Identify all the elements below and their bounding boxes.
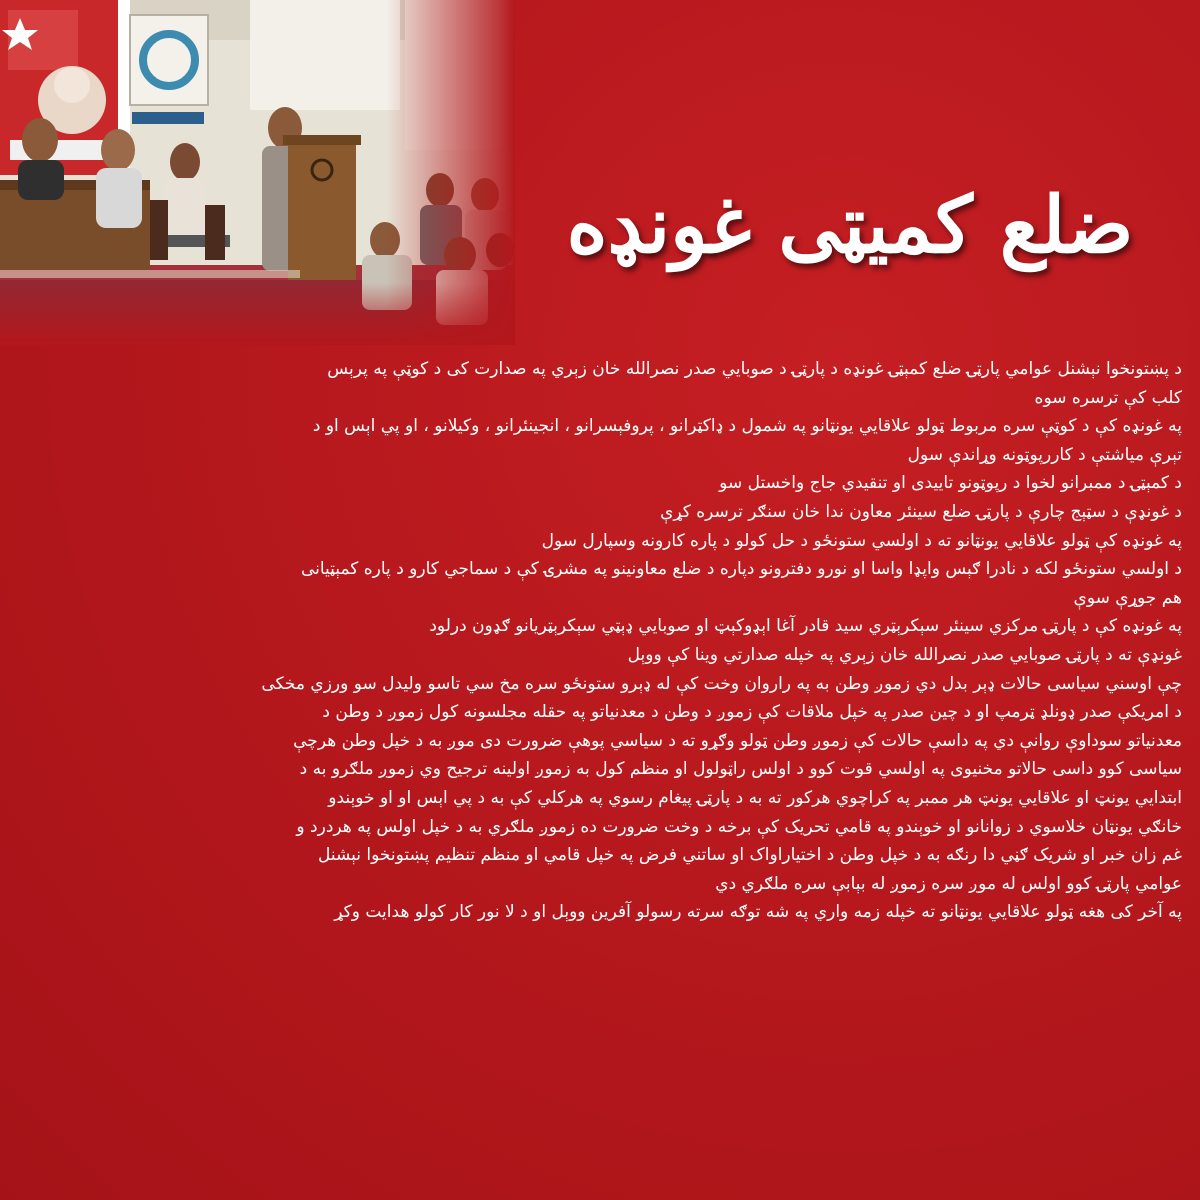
article-line: د غونډې د سټېج چارې د پارټۍ ضلع سينئر معاون ندا خان سنګر ترسره کړې	[660, 501, 1182, 522]
article-line: د امريکې صدر ډونلډ ټرمپ او د چين صدر په خپل ملاقات کې زموږ د وطن د معدنياتو په حقله مجلسونه کول زموږ د وطن د	[322, 702, 1182, 723]
article-line: غونډې ته د پارټۍ صوبايي صدر نصرالله خان زېري په خپله صدارتي وينا کې ووېل	[627, 644, 1182, 665]
article-line: د اولسي ستونځو لکه د نادرا ګېس واپډا واسا او نورو دفترونو دپاره د ضلع معاونينو په مشرۍ کې د سماجي کارو د پاره کمېټيانی	[300, 559, 1182, 580]
article-line: په غونډه کې د کوټې سره مربوط ټولو علاقايي يونټانو په شمول د ډاکټرانو ، پروفېسرانو ، انجينئرانو ، وکيلانو ، او پي اېس او د	[312, 416, 1182, 437]
article-line: هم جوړې سوې	[1073, 587, 1182, 608]
article-line: تېرې مياشتې د کاررپوټونه وړاندې سول	[907, 444, 1182, 465]
article-line: ابتدايي يونټ او علاقايي يونټ هر ممبر په کراچوي هرکور ته به د پارټۍ پيغام رسوي په هرکلي کې به د پي اېس او او خوېندو	[328, 787, 1182, 808]
article-line: د پښتونخوا نېشنل عوامي پارټۍ ضلع کمېټۍ غونډه د پارټۍ د صوبايي صدر نصرالله خان زېري په صدارت کی د کوټې په پرېس	[327, 359, 1182, 379]
article-line: خانګي يونټان خلاسوي د زوانانو او خوېندو په قامي تحريک کې برخه د وخت ضرورت ده زموږ ملګري به د خپل اولس په هردرد و	[296, 816, 1182, 837]
article-line: کلب کې ترسره سوه	[1034, 387, 1182, 408]
article-line: د کمېټۍ د ممبرانو لخوا د رپوټونو تاييدی او تنقيدي جاج واخستل سو	[719, 473, 1182, 494]
article-line: په غونډه کې د پارټۍ مرکزي سينئر سېکرېټري سيد قادر آغا اېډوکېټ او صوبايي ډېټي سېکرېټريانو ګډون درلود	[429, 616, 1182, 637]
article-line: په غونډه کې ټولو علاقايي يونټانو ته د اولسي ستونځو د حل کولو د پاره کارونه وسپارل سول	[541, 530, 1182, 551]
article-line: چې اوسني سياسی حالات ډېر بدل دي زموږ وطن به په راروان وخت کې له ډېرو ستونځو سره مخ سي تاسو وليدل سو ورزي مخکی	[261, 673, 1182, 694]
article-line: سياسی کوو داسی حالاتو مخنيوی په اولسي قوت کوو د اولس راټولول او منظم کول به زموږ اولينه ترجيح وي زموږ ملګرو به د	[299, 759, 1182, 780]
article-line: په آخر کی هغه ټولو علاقايي يونټانو ته خپله زمه واري په شه توګه سرته رسولو آفرين ووېل او د لا نور کار کولو هدايت وکړ	[334, 902, 1182, 923]
article-line: عوامي پارټۍ کوو اولس له موږ سره زموږ له بېابې سره ملګري دي	[715, 873, 1182, 894]
article-line: معدنياتو سوداوې روانې دي په داسې حالات کې زموږ وطن ټولو وګړو ته د سياسي پوهې ضرورت دی موږ به د خپل وطن هرچې	[293, 730, 1182, 751]
meeting-photo	[0, 0, 515, 345]
article-line: غم زان خبر او شريک ګڼي دا رنګه به د خپل وطن د اختياراواک او ساتني فرض په خپل قامي او منظم تنظيم پښتونخوا نېشنل	[317, 845, 1182, 866]
headline: ضلع کمیټی غونډه	[566, 179, 1134, 271]
article-body	[18, 355, 1182, 927]
meeting-photo-illustration	[0, 0, 515, 345]
